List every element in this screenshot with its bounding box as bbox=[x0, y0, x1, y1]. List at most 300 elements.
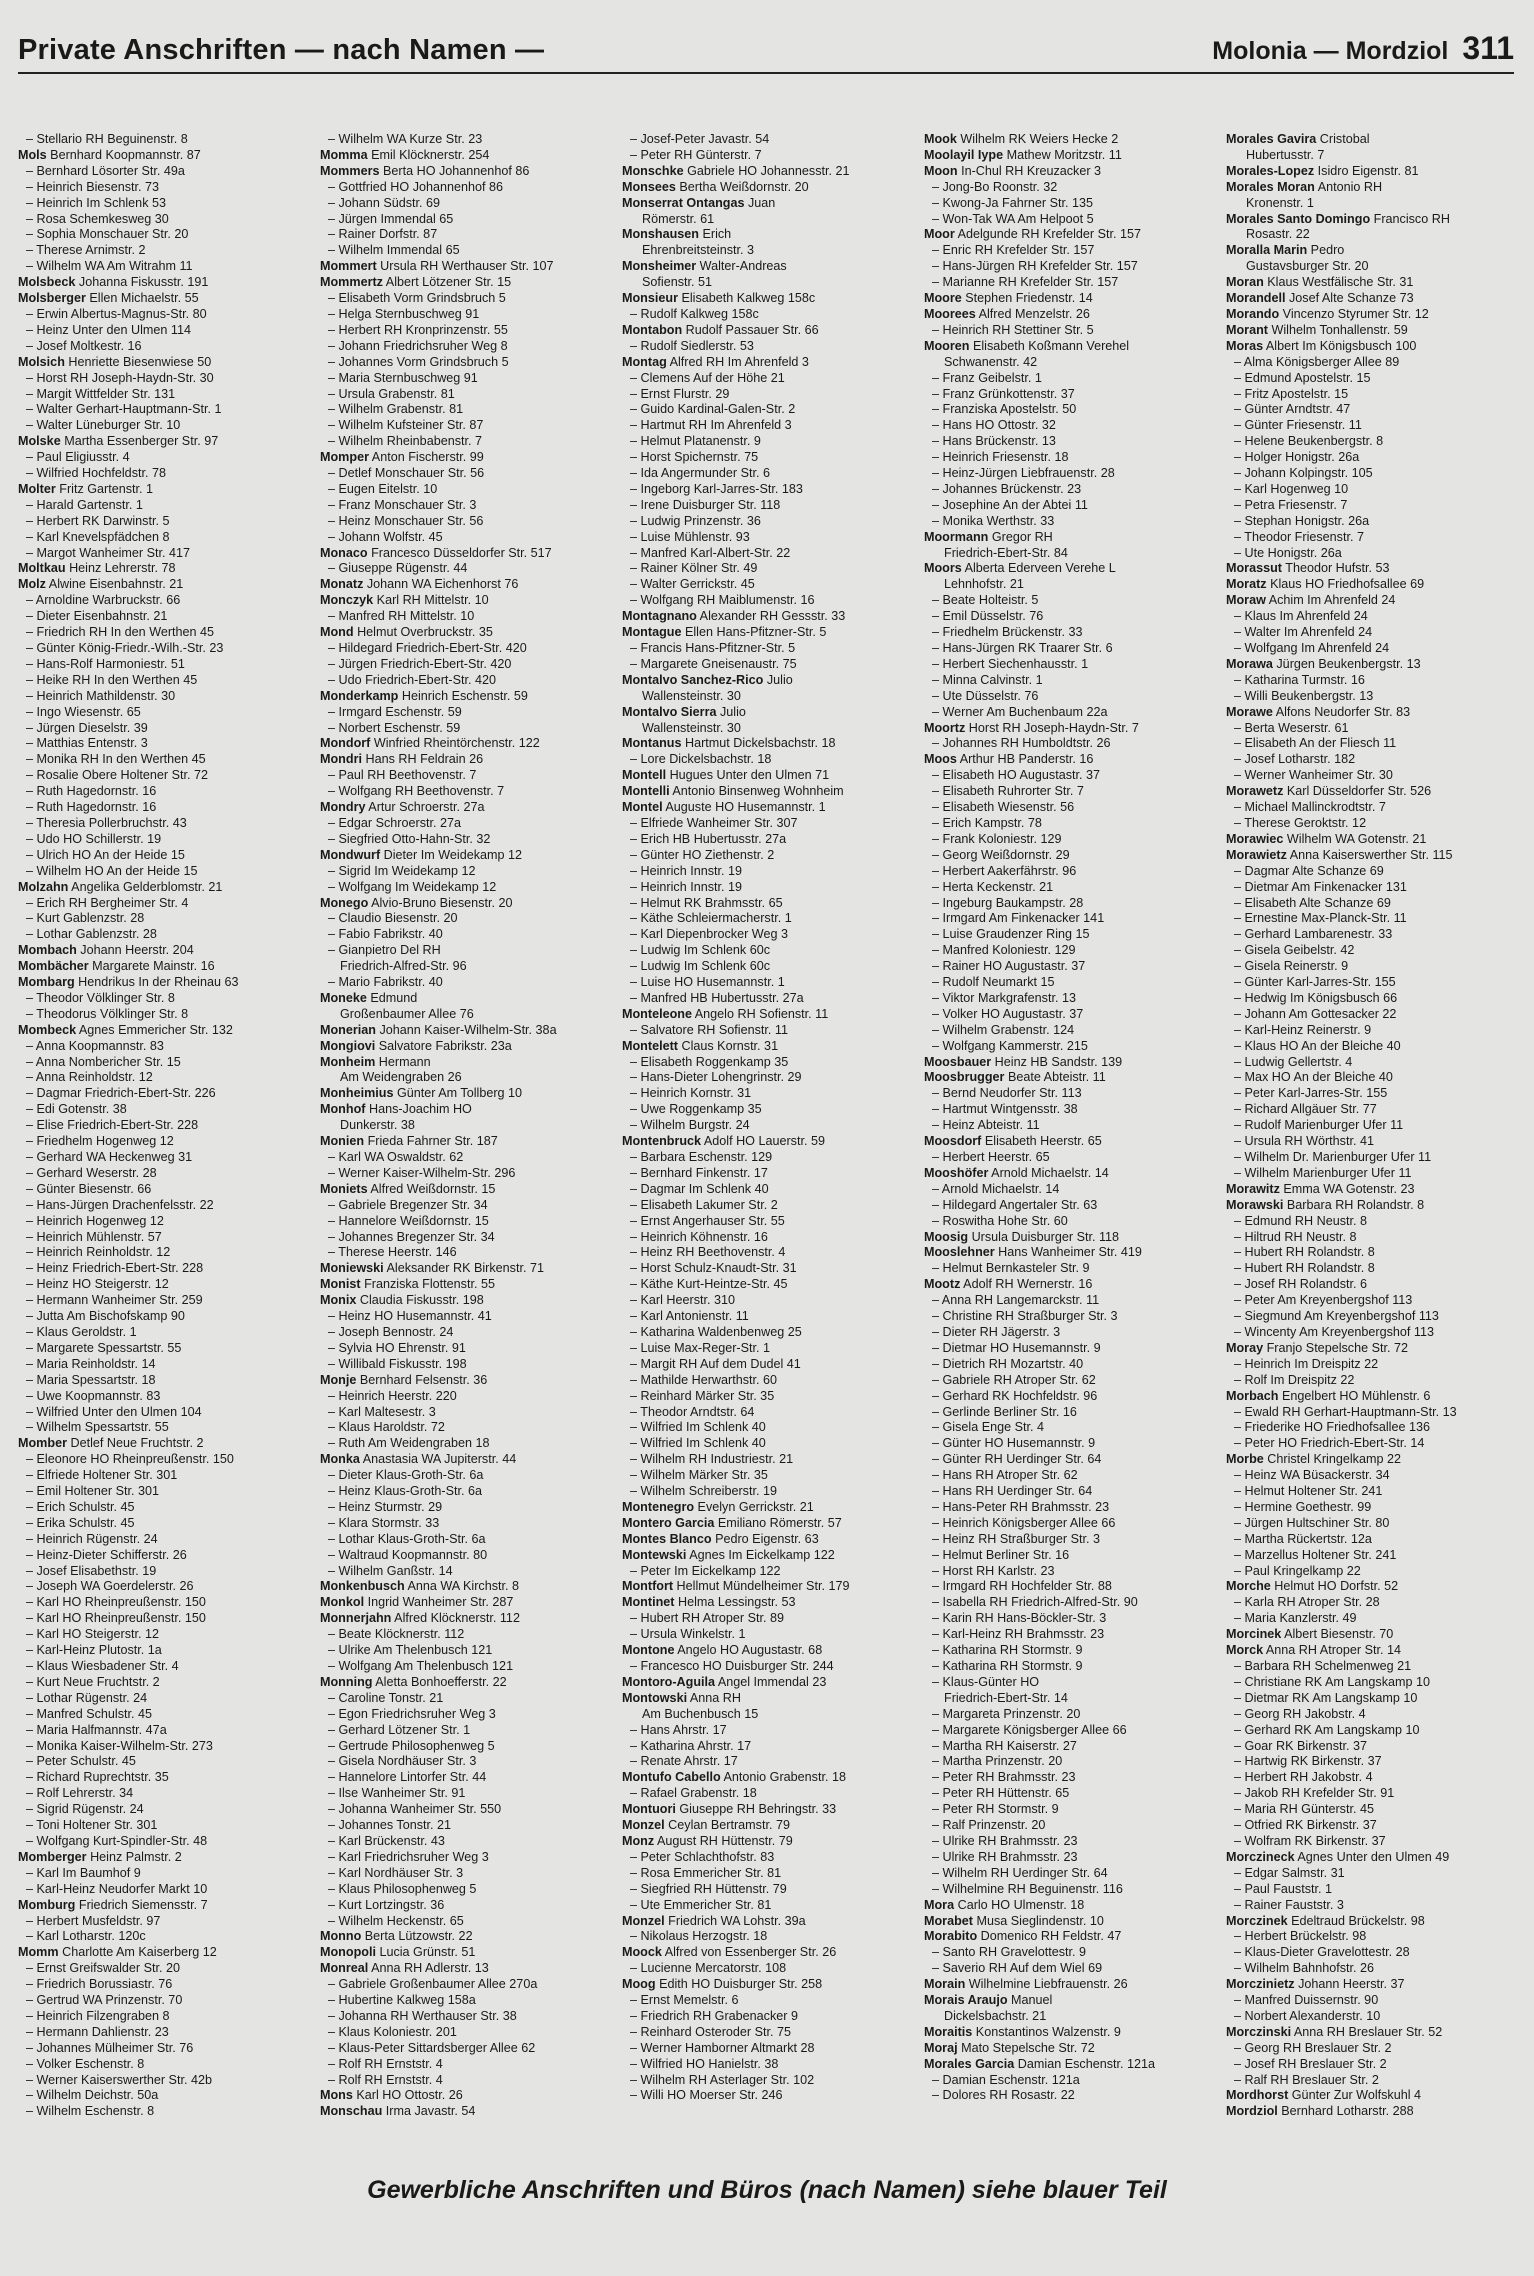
directory-entry bbox=[1226, 1850, 1514, 1866]
directory-entry bbox=[1226, 1373, 1514, 1389]
entry-text: – Lothar Gablenzstr. 28 bbox=[26, 927, 157, 942]
entry-text: Anna RH Adlerstr. 13 bbox=[368, 1961, 489, 1976]
directory-entry bbox=[1226, 911, 1514, 927]
entry-text: – Manfred Schulstr. 45 bbox=[26, 1706, 153, 1721]
directory-entry bbox=[1226, 307, 1514, 323]
entry-text: – Herbert Brückelstr. 98 bbox=[1234, 1929, 1367, 1944]
surname: Monzel bbox=[622, 1913, 665, 1928]
entry-text: – Francis Hans-Pfitzner-Str. 5 bbox=[630, 641, 796, 655]
entry-text: – Ernst Greifswalder Str. 20 bbox=[26, 1961, 180, 1976]
entry-text: Hellmut Mündelheimer Str. 179 bbox=[673, 1579, 850, 1594]
directory-entry bbox=[18, 1245, 306, 1261]
directory-entry bbox=[1226, 561, 1514, 577]
entry-text: Agnes Im Eickelkamp 122 bbox=[686, 1547, 835, 1562]
directory-entry bbox=[924, 1134, 1212, 1150]
directory-entry bbox=[924, 1261, 1212, 1277]
directory-entry bbox=[1226, 212, 1514, 228]
directory-entry bbox=[18, 561, 306, 577]
entry-text: – Hans Brückenstr. 13 bbox=[932, 434, 1056, 449]
directory-entry bbox=[924, 784, 1212, 800]
directory-entry bbox=[622, 1579, 910, 1595]
entry-text: – Uwe Roggenkamp 35 bbox=[630, 1102, 762, 1117]
surname: Mombächer bbox=[18, 959, 89, 974]
entry-text: – Gerhard Lötzener Str. 1 bbox=[328, 1722, 471, 1737]
entry-text: Emiliano Römerstr. 57 bbox=[714, 1515, 842, 1530]
directory-entry bbox=[924, 1452, 1212, 1468]
directory-entry bbox=[18, 355, 306, 371]
directory-entry bbox=[924, 864, 1212, 880]
directory-entry bbox=[320, 1023, 608, 1039]
entry-text: Anton Fischerstr. 99 bbox=[368, 450, 484, 465]
entry-text: – Santo RH Gravelottestr. 9 bbox=[932, 1945, 1086, 1960]
directory-entry bbox=[18, 1484, 306, 1500]
entry-text: – Gabriele Großenbaumer Allee 270a bbox=[328, 1977, 538, 1992]
entry-text: – Hans RH Atroper Str. 62 bbox=[932, 1468, 1078, 1483]
directory-entry bbox=[622, 1786, 910, 1802]
surname: Montag bbox=[622, 354, 667, 369]
directory-entry bbox=[1226, 1452, 1514, 1468]
entry-text: Heinrich Eschenstr. 59 bbox=[398, 688, 528, 703]
surname: Moosbauer bbox=[924, 1054, 992, 1069]
directory-entry bbox=[18, 705, 306, 721]
entry-text: Dickelsbachstr. 21 bbox=[944, 2008, 1047, 2023]
entry-text: – Irene Duisburger Str. 118 bbox=[630, 497, 781, 512]
directory-entry bbox=[924, 180, 1212, 196]
entry-text: Kronenstr. 1 bbox=[1246, 195, 1314, 210]
surname: Morales Moran bbox=[1226, 179, 1315, 194]
entry-text: – Klaus Im Ahrenfeld 24 bbox=[1234, 609, 1368, 624]
directory-entry bbox=[622, 307, 910, 323]
directory-entry bbox=[18, 1420, 306, 1436]
entry-text: – Stellario RH Beguinenstr. 8 bbox=[26, 132, 188, 146]
directory-entry bbox=[622, 1341, 910, 1357]
entry-text: – Luise Graudenzer Ring 15 bbox=[932, 927, 1090, 942]
entry-text: – Rudolf Siedlerstr. 53 bbox=[630, 338, 754, 353]
surname: Montewski bbox=[622, 1547, 687, 1562]
entry-text: – Werner Wanheimer Str. 30 bbox=[1234, 768, 1393, 783]
entry-text: – Helmut RK Brahmsstr. 65 bbox=[630, 895, 783, 910]
entry-text: – Jürgen Friedrich-Ebert-Str. 420 bbox=[328, 656, 512, 671]
entry-text: – Wilhelm Rheinbabenstr. 7 bbox=[328, 434, 483, 449]
directory-entry bbox=[1226, 1055, 1514, 1071]
entry-text: Wilhelmine Liebfrauenstr. 26 bbox=[965, 1977, 1128, 1992]
entry-text: – Rolf RH Ernststr. 4 bbox=[328, 2072, 443, 2087]
entry-text: – Hubert RH Rolandstr. 8 bbox=[1234, 1261, 1375, 1276]
entry-text: – Hildegard Friedrich-Ebert-Str. 420 bbox=[328, 641, 527, 655]
entry-text: – Gerhard RK Am Langskamp 10 bbox=[1234, 1722, 1420, 1737]
surname: Mommertz bbox=[320, 275, 383, 290]
entry-text: Christel Kringelkamp 22 bbox=[1263, 1452, 1401, 1467]
entry-text: – Paul Fauststr. 1 bbox=[1234, 1881, 1333, 1896]
directory-entry bbox=[622, 1882, 910, 1898]
entry-text: – Johann Kolpingstr. 105 bbox=[1234, 466, 1373, 481]
directory-entry bbox=[1226, 1102, 1514, 1118]
directory-entry bbox=[622, 657, 910, 673]
directory-entry bbox=[1226, 1134, 1514, 1150]
entry-text: – Hans Ahrstr. 17 bbox=[630, 1722, 727, 1737]
surname: Moltkau bbox=[18, 561, 66, 576]
directory-entry bbox=[320, 1643, 608, 1659]
directory-entry bbox=[924, 1643, 1212, 1659]
directory-entry bbox=[1226, 1977, 1514, 1993]
entry-text: Detlef Neue Fruchtstr. 2 bbox=[66, 1436, 204, 1451]
directory-entry bbox=[1226, 387, 1514, 403]
directory-entry bbox=[320, 1659, 608, 1675]
entry-text: Klaus Westfälische Str. 31 bbox=[1263, 275, 1414, 290]
surname: Monno bbox=[320, 1929, 362, 1944]
entry-text: – Heinz Klaus-Groth-Str. 6a bbox=[328, 1484, 482, 1499]
entry-text: Gustavsburger Str. 20 bbox=[1246, 259, 1369, 274]
directory-entry bbox=[18, 784, 306, 800]
directory-entry bbox=[1226, 1293, 1514, 1309]
directory-entry bbox=[18, 657, 306, 673]
entry-text: – Ludwig Prinzenstr. 36 bbox=[630, 513, 761, 528]
surname: Monschau bbox=[320, 2104, 383, 2119]
entry-text: – Hannelore Weißdornstr. 15 bbox=[328, 1213, 489, 1228]
directory-entry bbox=[924, 593, 1212, 609]
directory-entry bbox=[924, 1834, 1212, 1850]
directory-entry bbox=[924, 1707, 1212, 1723]
directory-entry bbox=[622, 991, 910, 1007]
entry-text: Barbara RH Rolandstr. 8 bbox=[1283, 1197, 1425, 1212]
entry-text: Engelbert HO Mühlenstr. 6 bbox=[1278, 1388, 1431, 1403]
entry-text: – Jürgen Dieselstr. 39 bbox=[26, 720, 148, 735]
entry-text: – Horst RH Karlstr. 23 bbox=[932, 1563, 1055, 1578]
directory-entry bbox=[622, 1389, 910, 1405]
entry-text: In-Chul RH Kreuzacker 3 bbox=[957, 163, 1102, 178]
entry-text: – Dieter Klaus-Groth-Str. 6a bbox=[328, 1468, 484, 1483]
entry-text: – Egon Friedrichsruher Weg 3 bbox=[328, 1706, 496, 1721]
entry-text: – Francesco HO Duisburger Str. 244 bbox=[630, 1659, 834, 1673]
surname: Montes Blanco bbox=[622, 1531, 712, 1546]
directory-entry bbox=[622, 243, 910, 259]
directory-entry bbox=[18, 1341, 306, 1357]
directory-entry bbox=[320, 593, 608, 609]
entry-text: – Wolfram RK Birkenstr. 37 bbox=[1234, 1833, 1386, 1848]
directory-entry bbox=[924, 705, 1212, 721]
directory-entry bbox=[18, 1595, 306, 1611]
directory-entry bbox=[924, 848, 1212, 864]
entry-text: Claus Kornstr. 31 bbox=[677, 1038, 779, 1053]
entry-text: – Emil Düsselstr. 76 bbox=[932, 609, 1044, 624]
entry-text: – Johann Wolfstr. 45 bbox=[328, 529, 443, 544]
entry-text: – Gottfried HO Johannenhof 86 bbox=[328, 179, 504, 194]
entry-text: – Joseph Bennostr. 24 bbox=[328, 1324, 454, 1339]
directory-entry bbox=[320, 227, 608, 243]
entry-text: – Günter HO Husemannstr. 9 bbox=[932, 1436, 1096, 1451]
directory-entry bbox=[18, 418, 306, 434]
entry-text: – Heinrich Kornstr. 31 bbox=[630, 1086, 752, 1101]
surname: Monteleone bbox=[622, 1006, 692, 1021]
directory-entry bbox=[18, 450, 306, 466]
directory-entry bbox=[924, 1866, 1212, 1882]
directory-entry bbox=[924, 259, 1212, 275]
entry-text: – Arnoldine Warbruckstr. 66 bbox=[26, 593, 181, 608]
surname: Moore bbox=[924, 291, 962, 306]
column-5 bbox=[1226, 132, 1514, 2132]
directory-entry bbox=[320, 1245, 608, 1261]
entry-text: – Ludwig Im Schlenk 60c bbox=[630, 943, 771, 958]
directory-entry bbox=[924, 1723, 1212, 1739]
entry-text: – Ursula Grabenstr. 81 bbox=[328, 386, 455, 401]
directory-entry bbox=[622, 1548, 910, 1564]
directory-entry bbox=[18, 1436, 306, 1452]
entry-text: – Willi HO Moerser Str. 246 bbox=[630, 2088, 783, 2103]
entry-text: – Matthias Entenstr. 3 bbox=[26, 736, 148, 751]
entry-text: Vincenzo Styrumer Str. 12 bbox=[1279, 306, 1429, 321]
entry-text: – Kwong-Ja Fahrner Str. 135 bbox=[932, 195, 1094, 210]
directory-entry bbox=[924, 736, 1212, 752]
entry-text: Franjo Stepelsche Str. 72 bbox=[1263, 1340, 1409, 1355]
directory-entry bbox=[924, 1898, 1212, 1914]
entry-text: – Enric RH Krefelder Str. 157 bbox=[932, 243, 1095, 258]
entry-text: – Dietmar HO Husemannstr. 9 bbox=[932, 1340, 1101, 1355]
surname: Moras bbox=[1226, 338, 1264, 353]
directory-entry bbox=[320, 1898, 608, 1914]
entry-text: – Ewald RH Gerhart-Hauptmann-Str. 13 bbox=[1234, 1404, 1457, 1419]
directory-entry bbox=[924, 1214, 1212, 1230]
directory-entry bbox=[924, 943, 1212, 959]
directory-entry bbox=[320, 1993, 608, 2009]
entry-text: Giuseppe RH Behringstr. 33 bbox=[675, 1802, 837, 1817]
entry-text: Angelo HO Augustastr. 68 bbox=[674, 1643, 823, 1658]
entry-text: Emil Klöcknerstr. 254 bbox=[367, 147, 490, 162]
entry-text: Elisabeth Heerstr. 65 bbox=[981, 1134, 1102, 1149]
entry-text: – Anna Koopmannstr. 83 bbox=[26, 1038, 164, 1053]
directory-entry bbox=[320, 1261, 608, 1277]
entry-text: – Ute Honigstr. 26a bbox=[1234, 545, 1342, 560]
directory-entry bbox=[622, 1977, 910, 1993]
directory-entry bbox=[320, 1102, 608, 1118]
entry-text: – Viktor Markgrafenstr. 13 bbox=[932, 990, 1076, 1005]
surname: Monnerjahn bbox=[320, 1611, 392, 1626]
entry-text: – Käthe Kurt-Heintze-Str. 45 bbox=[630, 1277, 788, 1292]
entry-text: – Wilhelm Kufsteiner Str. 87 bbox=[328, 418, 484, 433]
entry-text: – Kurt Lortzingstr. 36 bbox=[328, 1897, 445, 1912]
surname: Moralla Marin bbox=[1226, 243, 1308, 258]
entry-text: – Wilhelm Grabenstr. 81 bbox=[328, 402, 464, 417]
entry-text: Berta Lützowstr. 22 bbox=[361, 1929, 473, 1944]
entry-text: – Ute Düsselstr. 76 bbox=[932, 688, 1039, 703]
directory-entry bbox=[320, 2009, 608, 2025]
surname: Morandell bbox=[1226, 291, 1286, 306]
directory-entry bbox=[18, 896, 306, 912]
surname: Moratz bbox=[1226, 577, 1267, 592]
directory-entry bbox=[320, 546, 608, 562]
entry-text: – Walter Lüneburger Str. 10 bbox=[26, 418, 181, 433]
directory-entry bbox=[622, 1134, 910, 1150]
entry-text: – Siegfried RH Hüttenstr. 79 bbox=[630, 1881, 787, 1896]
directory-entry bbox=[320, 307, 608, 323]
entry-text: Adelgunde RH Krefelder Str. 157 bbox=[954, 227, 1142, 242]
directory-entry bbox=[1226, 243, 1514, 259]
directory-entry bbox=[320, 1373, 608, 1389]
entry-text: – Ruth Hagedornstr. 16 bbox=[26, 800, 157, 815]
directory-entry bbox=[18, 1150, 306, 1166]
directory-entry bbox=[1226, 1929, 1514, 1945]
entry-text: – Joseph WA Goerdelerstr. 26 bbox=[26, 1579, 194, 1594]
directory-entry bbox=[622, 339, 910, 355]
entry-text: – Hans-Jürgen RH Krefelder Str. 157 bbox=[932, 259, 1138, 274]
entry-text: – Horst Spichernstr. 75 bbox=[630, 450, 759, 465]
entry-text: – Beate Holteistr. 5 bbox=[932, 593, 1039, 608]
entry-text: – Rolf RH Ernststr. 4 bbox=[328, 2056, 443, 2071]
directory-entry bbox=[18, 530, 306, 546]
directory-entry bbox=[622, 577, 910, 593]
entry-text: – Heinz Unter den Ulmen 114 bbox=[26, 322, 191, 337]
directory-entry bbox=[924, 1500, 1212, 1516]
entry-text: Günter Zur Wolfskuhl 4 bbox=[1288, 2088, 1422, 2103]
directory-entry bbox=[18, 800, 306, 816]
directory-entry bbox=[18, 1898, 306, 1914]
surname: Mootz bbox=[924, 1277, 961, 1292]
entry-text: – Hildegard Angertaler Str. 63 bbox=[932, 1197, 1098, 1212]
directory-entry bbox=[622, 896, 910, 912]
directory-entry bbox=[320, 768, 608, 784]
entry-text: Francisco RH bbox=[1370, 211, 1450, 226]
entry-text: – Georg RH Jakobstr. 4 bbox=[1234, 1706, 1366, 1721]
entry-text: – Clemens Auf der Höhe 21 bbox=[630, 370, 785, 385]
surname: Monopoli bbox=[320, 1945, 376, 1960]
entry-text: – Maria Sternbuschweg 91 bbox=[328, 370, 478, 385]
surname: Montowski bbox=[622, 1690, 688, 1705]
directory-entry bbox=[18, 1516, 306, 1532]
directory-entry bbox=[622, 1245, 910, 1261]
entry-text: – Willibald Fiskusstr. 198 bbox=[328, 1356, 467, 1371]
directory-entry bbox=[1226, 227, 1514, 243]
entry-text: Anna WA Kirchstr. 8 bbox=[404, 1579, 519, 1594]
entry-text: – Georg RH Breslauer Str. 2 bbox=[1234, 2040, 1392, 2055]
entry-text: – Herbert RH Jakobstr. 4 bbox=[1234, 1770, 1373, 1785]
directory-entry bbox=[622, 1770, 910, 1786]
entry-text: – Hartmut Wintgensstr. 38 bbox=[932, 1102, 1078, 1117]
entry-text: – Hermann Dahlienstr. 23 bbox=[26, 2024, 169, 2039]
entry-text: – Paul Kringelkamp 22 bbox=[1234, 1563, 1361, 1578]
surname: Moos bbox=[924, 752, 957, 767]
directory-entry bbox=[320, 164, 608, 180]
directory-entry bbox=[18, 816, 306, 832]
entry-text: – Rainer Kölner Str. 49 bbox=[630, 561, 758, 576]
entry-text: – Wilhelm Marienburger Ufer 11 bbox=[1234, 1165, 1412, 1180]
entry-text: – Wilhelm Schreiberstr. 19 bbox=[630, 1484, 777, 1499]
directory-entry bbox=[18, 482, 306, 498]
directory-entry bbox=[924, 1309, 1212, 1325]
surname: Montfort bbox=[622, 1579, 674, 1594]
directory-entry bbox=[1226, 355, 1514, 371]
entry-text: – Ulrich HO An der Heide 15 bbox=[26, 847, 185, 862]
entry-text: – Ursula Winkelstr. 1 bbox=[630, 1627, 746, 1642]
entry-text: – Erwin Albertus-Magnus-Str. 80 bbox=[26, 306, 207, 321]
directory-entry bbox=[18, 1802, 306, 1818]
surname: Morcinek bbox=[1226, 1627, 1282, 1642]
directory-entry bbox=[622, 2088, 910, 2104]
entry-text: – Klaus Philosophenweg 5 bbox=[328, 1881, 477, 1896]
entry-text: – Wilhelm Dr. Marienburger Ufer 11 bbox=[1234, 1150, 1432, 1164]
directory-entry bbox=[1226, 657, 1514, 673]
entry-text: – Volker HO Augustastr. 37 bbox=[932, 1006, 1084, 1021]
entry-text: – Jürgen Hultschiner Str. 80 bbox=[1234, 1515, 1390, 1530]
directory-entry bbox=[320, 1611, 608, 1627]
entry-text: Rudolf Passauer Str. 66 bbox=[682, 322, 819, 337]
entry-text: Julio bbox=[763, 672, 793, 687]
entry-text: – Lore Dickelsbachstr. 18 bbox=[630, 752, 772, 767]
surname: Mons bbox=[320, 2088, 353, 2103]
directory-entry bbox=[1226, 1882, 1514, 1898]
surname: Mombach bbox=[18, 943, 77, 958]
surname: Monerian bbox=[320, 1022, 376, 1037]
directory-entry bbox=[18, 673, 306, 689]
directory-entry bbox=[18, 689, 306, 705]
directory-entry bbox=[622, 1945, 910, 1961]
directory-entry bbox=[320, 498, 608, 514]
surname: Moorees bbox=[924, 306, 976, 321]
directory-entry bbox=[924, 959, 1212, 975]
entry-text: Anna RH bbox=[687, 1690, 741, 1705]
entry-text: Bernhard Lotharstr. 288 bbox=[1277, 2104, 1414, 2119]
directory-entry bbox=[320, 641, 608, 657]
entry-text: – Helmut Platanenstr. 9 bbox=[630, 434, 761, 449]
footer-note: Gewerbliche Anschriften und Büros (nach Namen) siehe blauer Teil bbox=[367, 2176, 1167, 2204]
entry-text: – Theodorus Völklinger Str. 8 bbox=[26, 1006, 189, 1021]
surname: Morant bbox=[1226, 322, 1268, 337]
entry-text: Domenico RH Feldstr. 47 bbox=[977, 1929, 1122, 1944]
entry-text: Heinz Lehrerstr. 78 bbox=[65, 561, 176, 576]
surname: Mondwurf bbox=[320, 847, 381, 862]
entry-text: – Heinz WA Büsackerstr. 34 bbox=[1234, 1468, 1390, 1483]
directory-entry bbox=[924, 132, 1212, 148]
entry-text: – Edi Gotenstr. 38 bbox=[26, 1102, 127, 1117]
surname: Montone bbox=[622, 1643, 675, 1658]
surname: Momm bbox=[18, 1945, 59, 1960]
entry-text: – Anna Nombericher Str. 15 bbox=[26, 1054, 181, 1069]
directory-entry bbox=[1226, 2073, 1514, 2089]
directory-entry bbox=[18, 1611, 306, 1627]
directory-entry bbox=[622, 721, 910, 737]
directory-entry bbox=[18, 466, 306, 482]
directory-entry bbox=[320, 880, 608, 896]
directory-entry bbox=[924, 1325, 1212, 1341]
entry-text: – Gerhard Weserstr. 28 bbox=[26, 1165, 157, 1180]
entry-text: – Martha Prinzenstr. 20 bbox=[932, 1754, 1063, 1769]
entry-text: Alfons Neudorfer Str. 83 bbox=[1272, 704, 1411, 719]
entry-text: Evelyn Gerrickstr. 21 bbox=[694, 1499, 814, 1514]
entry-text: – Reinhard Märker Str. 35 bbox=[630, 1388, 775, 1403]
directory-entry bbox=[1226, 323, 1514, 339]
entry-text: – Ida Angermunder Str. 6 bbox=[630, 466, 771, 481]
entry-text: August RH Hüttenstr. 79 bbox=[654, 1833, 793, 1848]
directory-entry bbox=[1226, 498, 1514, 514]
directory-entry bbox=[924, 371, 1212, 387]
surname: Montinet bbox=[622, 1595, 675, 1610]
directory-entry bbox=[924, 2025, 1212, 2041]
entry-text: – Gisela Nordhäuser Str. 3 bbox=[328, 1754, 477, 1769]
entry-text: Salvatore Fabrikstr. 23a bbox=[375, 1038, 512, 1053]
directory-entry bbox=[320, 450, 608, 466]
directory-entry bbox=[1226, 1516, 1514, 1532]
entry-text: – Elisabeth Alte Schanze 69 bbox=[1234, 895, 1391, 910]
surname: Mommers bbox=[320, 163, 380, 178]
directory-entry bbox=[1226, 991, 1514, 1007]
entry-text: – Manfred Koloniestr. 129 bbox=[932, 943, 1076, 958]
directory-entry bbox=[622, 482, 910, 498]
directory-entry bbox=[1226, 2104, 1514, 2120]
directory-entry bbox=[622, 1039, 910, 1055]
directory-entry bbox=[924, 402, 1212, 418]
directory-entry bbox=[924, 164, 1212, 180]
entry-text: – Karl HO Rheinpreußenstr. 150 bbox=[26, 1611, 206, 1626]
entry-text: Pedro bbox=[1307, 243, 1345, 258]
directory-entry bbox=[18, 1754, 306, 1770]
